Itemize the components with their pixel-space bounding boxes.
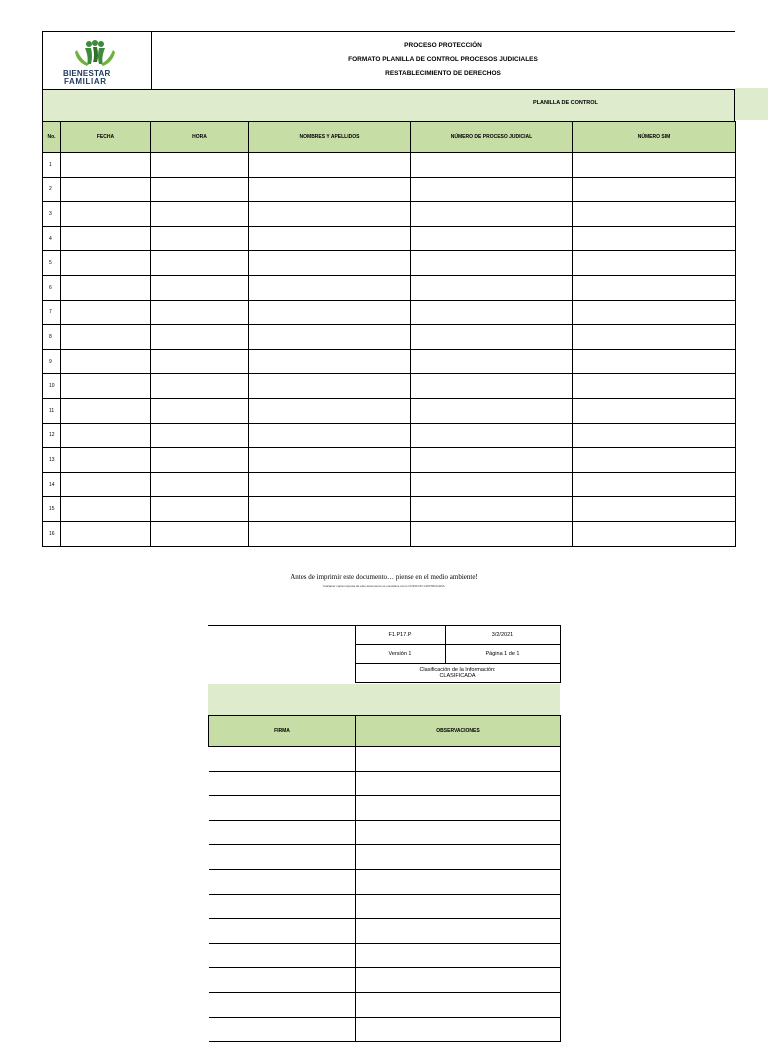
judicial-process-cell[interactable] [411, 423, 573, 448]
judicial-process-cell[interactable] [411, 374, 573, 399]
header-line-format: FORMATO PLANILLA DE CONTROL PROCESOS JUDICIALES [348, 56, 538, 63]
names-cell[interactable] [249, 398, 411, 423]
table-header-row [43, 122, 736, 153]
signature-row [209, 869, 561, 894]
signature-table [208, 715, 561, 1042]
sim-number-cell[interactable] [573, 398, 736, 423]
time-cell[interactable] [151, 497, 249, 522]
logo-text-line1: BIENESTAR [63, 69, 111, 78]
date-cell[interactable] [61, 398, 151, 423]
header-line-rights: RESTABLECIMIENTO DE DERECHOS [385, 70, 501, 77]
names-cell[interactable] [249, 325, 411, 350]
table-row [43, 448, 736, 473]
table-row [43, 202, 736, 227]
signature-cell[interactable] [209, 771, 356, 796]
observations-cell[interactable] [356, 747, 561, 772]
date-cell[interactable] [61, 226, 151, 251]
sim-number-cell[interactable] [573, 275, 736, 300]
table-row [43, 398, 736, 423]
date-cell[interactable] [61, 177, 151, 202]
signature-row [209, 943, 561, 968]
date-cell[interactable] [61, 300, 151, 325]
judicial-process-cell[interactable] [411, 497, 573, 522]
judicial-process-cell[interactable] [411, 226, 573, 251]
row-number: 10 [43, 374, 61, 399]
row-number: 5 [43, 251, 61, 276]
date-cell[interactable] [61, 448, 151, 473]
control-sheet-band [42, 90, 735, 121]
time-cell[interactable] [151, 300, 249, 325]
signature-cell[interactable] [209, 919, 356, 944]
date-cell[interactable] [61, 374, 151, 399]
date-cell[interactable] [61, 275, 151, 300]
row-number: 3 [43, 202, 61, 227]
signature-cell[interactable] [209, 894, 356, 919]
observations-cell[interactable] [356, 992, 561, 1017]
time-cell[interactable] [151, 349, 249, 374]
row-number: 15 [43, 497, 61, 522]
table-row [43, 251, 736, 276]
names-cell[interactable] [249, 251, 411, 276]
row-number: 4 [43, 226, 61, 251]
classification-cell [355, 664, 560, 683]
row-number: 12 [43, 423, 61, 448]
signature-row [209, 820, 561, 845]
control-table [42, 121, 736, 547]
signature-cell[interactable] [209, 796, 356, 821]
signature-cell[interactable] [209, 820, 356, 845]
table-row [43, 472, 736, 497]
column-header-observations: OBSERVACIONES [356, 716, 561, 747]
classification-label: Clasificación de la Información: [419, 666, 496, 673]
table-row [43, 300, 736, 325]
row-number: 1 [43, 153, 61, 178]
row-number: 6 [43, 275, 61, 300]
signature-cell[interactable] [209, 747, 356, 772]
table-row [43, 374, 736, 399]
row-number: 14 [43, 472, 61, 497]
signature-row [209, 796, 561, 821]
column-header-judicial-process: NÚMERO DE PROCESO JUDICIAL [411, 122, 573, 153]
sim-number-cell[interactable] [573, 521, 736, 546]
signature-cell[interactable] [209, 943, 356, 968]
judicial-process-cell[interactable] [411, 275, 573, 300]
signature-row [209, 747, 561, 772]
time-cell[interactable] [151, 423, 249, 448]
header-title-block [151, 32, 735, 89]
names-cell[interactable] [249, 202, 411, 227]
time-cell[interactable] [151, 521, 249, 546]
signature-cell[interactable] [209, 869, 356, 894]
signature-row [209, 894, 561, 919]
row-number: 8 [43, 325, 61, 350]
date-cell[interactable] [61, 325, 151, 350]
observations-cell[interactable] [356, 796, 561, 821]
names-cell[interactable] [249, 349, 411, 374]
row-number: 11 [43, 398, 61, 423]
column-header-sim-number: NÚMERO SIM [573, 122, 736, 153]
signature-row [209, 771, 561, 796]
names-cell[interactable] [249, 374, 411, 399]
meta-blank-cell [208, 626, 355, 645]
judicial-process-cell[interactable] [411, 398, 573, 423]
time-cell[interactable] [151, 398, 249, 423]
row-number: 13 [43, 448, 61, 473]
sim-number-cell[interactable] [573, 448, 736, 473]
date-cell[interactable] [61, 202, 151, 227]
signature-cell[interactable] [209, 992, 356, 1017]
date-cell[interactable] [61, 521, 151, 546]
judicial-process-cell[interactable] [411, 472, 573, 497]
sim-number-cell[interactable] [573, 251, 736, 276]
observations-cell[interactable] [356, 845, 561, 870]
edge-tab [735, 88, 768, 120]
sim-number-cell[interactable] [573, 349, 736, 374]
judicial-process-cell[interactable] [411, 521, 573, 546]
table-row [43, 226, 736, 251]
time-cell[interactable] [151, 374, 249, 399]
sim-number-cell[interactable] [573, 374, 736, 399]
time-cell[interactable] [151, 275, 249, 300]
date-cell[interactable] [61, 153, 151, 178]
environment-note: Antes de imprimir este documento… piense en el medio ambiente! [290, 573, 478, 581]
observations-cell[interactable] [356, 968, 561, 993]
table-row [43, 497, 736, 522]
column-header-time: HORA [151, 122, 249, 153]
judicial-process-cell[interactable] [411, 448, 573, 473]
names-cell[interactable] [249, 472, 411, 497]
time-cell[interactable] [151, 472, 249, 497]
document-header [42, 31, 735, 90]
logo-text-line2: FAMILIAR [64, 77, 107, 86]
judicial-process-cell[interactable] [411, 325, 573, 350]
judicial-process-cell[interactable] [411, 153, 573, 178]
classification-value: CLASIFICADA [439, 673, 476, 679]
document-page: Página 1 de 1 [445, 645, 560, 664]
sim-number-cell[interactable] [573, 202, 736, 227]
column-header-date: FECHA [61, 122, 151, 153]
names-cell[interactable] [249, 300, 411, 325]
time-cell[interactable] [151, 153, 249, 178]
observations-cell[interactable] [356, 894, 561, 919]
date-cell[interactable] [61, 423, 151, 448]
column-header-names: NOMBRES Y APELLIDOS [249, 122, 411, 153]
signature-row [209, 919, 561, 944]
time-cell[interactable] [151, 325, 249, 350]
names-cell[interactable] [249, 497, 411, 522]
observations-cell[interactable] [356, 943, 561, 968]
table-row [43, 177, 736, 202]
signature-cell[interactable] [209, 845, 356, 870]
time-cell[interactable] [151, 226, 249, 251]
control-sheet-title: PLANILLA DE CONTROL [533, 100, 598, 106]
names-cell[interactable] [249, 521, 411, 546]
column-header-signature: FIRMA [209, 716, 356, 747]
names-cell[interactable] [249, 275, 411, 300]
judicial-process-cell[interactable] [411, 349, 573, 374]
time-cell[interactable] [151, 202, 249, 227]
signature-band [208, 684, 560, 715]
judicial-process-cell[interactable] [411, 177, 573, 202]
table-row [43, 349, 736, 374]
sim-number-cell[interactable] [573, 497, 736, 522]
sim-number-cell[interactable] [573, 325, 736, 350]
names-cell[interactable] [249, 423, 411, 448]
uncontrolled-copy-note: Cualquier copia impresa de este documento se considera como COPIA NO CONTROLADA. [322, 584, 446, 588]
table-row [43, 153, 736, 178]
meta-blank-cell [208, 645, 355, 664]
signature-row [209, 1017, 561, 1042]
signature-row [209, 845, 561, 870]
date-cell[interactable] [61, 497, 151, 522]
names-cell[interactable] [249, 177, 411, 202]
table-row [43, 423, 736, 448]
signature-row [209, 992, 561, 1017]
signature-row [209, 968, 561, 993]
observations-cell[interactable] [356, 771, 561, 796]
sim-number-cell[interactable] [573, 423, 736, 448]
judicial-process-cell[interactable] [411, 202, 573, 227]
sim-number-cell[interactable] [573, 472, 736, 497]
date-cell[interactable] [61, 472, 151, 497]
signature-cell[interactable] [209, 1017, 356, 1042]
table-row [43, 521, 736, 546]
time-cell[interactable] [151, 177, 249, 202]
date-cell[interactable] [61, 251, 151, 276]
observations-cell[interactable] [356, 869, 561, 894]
judicial-process-cell[interactable] [411, 300, 573, 325]
header-line-process: PROCESO PROTECCIÓN [404, 42, 482, 49]
meta-blank-cell [208, 664, 355, 683]
document-meta [208, 625, 560, 683]
date-cell[interactable] [61, 349, 151, 374]
sim-number-cell[interactable] [573, 300, 736, 325]
row-number: 7 [43, 300, 61, 325]
names-cell[interactable] [249, 153, 411, 178]
document-code: F1.P17.P [355, 626, 445, 645]
names-cell[interactable] [249, 226, 411, 251]
signature-cell[interactable] [209, 968, 356, 993]
row-number: 9 [43, 349, 61, 374]
observations-cell[interactable] [356, 1017, 561, 1042]
observations-cell[interactable] [356, 820, 561, 845]
sim-number-cell[interactable] [573, 226, 736, 251]
sim-number-cell[interactable] [573, 153, 736, 178]
judicial-process-cell[interactable] [411, 251, 573, 276]
time-cell[interactable] [151, 251, 249, 276]
column-header-number: No. [43, 122, 61, 153]
document-date: 3/2/2021 [445, 626, 560, 645]
sim-number-cell[interactable] [573, 177, 736, 202]
signature-header-row [209, 716, 561, 747]
row-number: 2 [43, 177, 61, 202]
observations-cell[interactable] [356, 919, 561, 944]
table-row [43, 275, 736, 300]
time-cell[interactable] [151, 448, 249, 473]
table-row [43, 325, 736, 350]
names-cell[interactable] [249, 448, 411, 473]
row-number: 16 [43, 521, 61, 546]
logo-cell [43, 32, 152, 89]
document-version: Versión 1 [355, 645, 445, 664]
